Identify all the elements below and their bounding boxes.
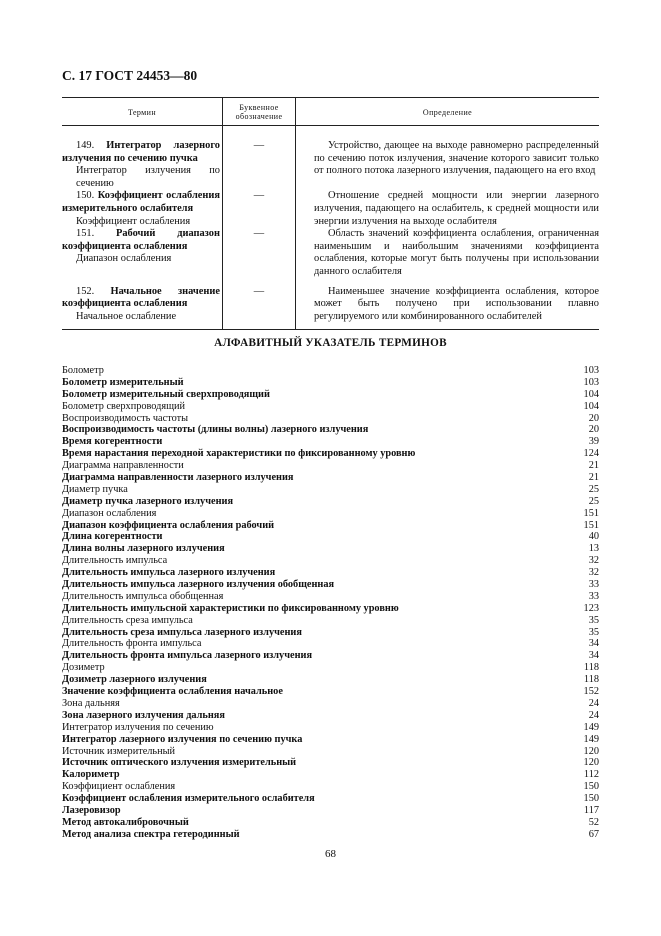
term-heading (62, 140, 220, 165)
table-row (62, 190, 599, 228)
term-name: Начальное значение коэффициента ослабления (62, 285, 220, 310)
term-synonym: Интегратор излучения по сечению (76, 165, 220, 189)
terms-table (62, 97, 599, 330)
index-entry (62, 757, 599, 769)
symbol-cell: — (223, 190, 296, 228)
index-page-ref: 103 (583, 365, 599, 376)
index-term: Источник оптического излучения измерительный (62, 757, 297, 769)
index-term: Длительность импульса (62, 555, 168, 567)
index-entry (62, 829, 599, 841)
definition-cell (296, 126, 600, 191)
index-entry (62, 460, 599, 472)
index-term: Интегратор излучения по сечению (62, 721, 214, 733)
index-term: Источник измерительный (62, 745, 176, 757)
index-term: Диапазон ослабления (62, 507, 157, 519)
index-entry (62, 555, 599, 567)
index-entry (62, 710, 599, 722)
index-term: Диаграмма направленности лазерного излучения (62, 472, 294, 484)
index-page-ref: 34 (588, 638, 599, 650)
symbol-cell: — (223, 228, 296, 278)
index-entry (62, 662, 599, 674)
index-term: Лазеровизор (62, 804, 121, 816)
index-entry (62, 746, 599, 758)
index-page-ref: 34 (588, 650, 599, 662)
index-entry (62, 424, 599, 436)
index-entry (62, 650, 599, 662)
index-entry (62, 436, 599, 448)
index-entry (62, 543, 599, 555)
term-number: 151. (76, 228, 95, 240)
index-entry (62, 484, 599, 496)
index-page-ref: 32 (588, 555, 599, 567)
index-page-ref: 117 (583, 804, 599, 816)
index-term: Диапазон коэффициента ослабления рабочий (62, 519, 275, 531)
definition-text: Отношение средней мощности или энергии лазерного излучения, падающего на ослабитель, к средней мощности или энергии излучения на выходе ослабителя (314, 190, 599, 227)
definition-text: Устройство, дающее на выходе равномерно распределенный по сечению поток излучения, значение которого зависит только от полного потока лазерного излучения, падающего на его вход (314, 140, 599, 177)
index-term: Время нарастания переходной характеристики по фиксированному уровню (62, 448, 416, 460)
index-entry (62, 531, 599, 543)
term-cell (62, 228, 223, 278)
index-term: Болометр измерительный сверхпроводящий (62, 388, 270, 400)
index-term: Диаграмма направленности (62, 460, 184, 472)
term-synonym: Коэффициент ослабления (76, 215, 191, 227)
index-page-ref: 112 (583, 769, 599, 781)
symbol-cell: — (223, 279, 296, 330)
definition-cell (296, 190, 600, 228)
index-term: Диаметр пучка (62, 483, 128, 495)
page-number: 68 (325, 848, 336, 860)
index-page-ref: 21 (588, 472, 599, 484)
index-page-ref: 39 (588, 436, 599, 448)
index-entry (62, 401, 599, 413)
index-term: Зона лазерного излучения дальняя (62, 709, 225, 721)
index-term: Зона дальняя (62, 697, 120, 709)
index-list (62, 365, 599, 841)
index-entry (62, 389, 599, 401)
index-page-ref: 149 (583, 721, 599, 733)
term-synonym: Диапазон ослабления (76, 253, 172, 265)
index-term: Длительность импульса обобщенная (62, 590, 224, 602)
index-term: Метод анализа спектра гетеродинный (62, 828, 240, 840)
index-entry (62, 520, 599, 532)
term-name: Интегратор лазерного излучения по сечению пучка (62, 140, 220, 164)
index-entry (62, 686, 599, 698)
term-heading (62, 286, 220, 311)
index-page-ref: 20 (588, 412, 599, 424)
index-entry (62, 413, 599, 425)
index-term: Интегратор лазерного излучения по сечению пучка (62, 733, 303, 745)
index-entry (62, 472, 599, 484)
index-page-ref: 24 (588, 709, 599, 721)
index-page-ref: 25 (588, 483, 599, 495)
index-entry (62, 734, 599, 746)
index-entry (62, 698, 599, 710)
index-term: Калориметр (62, 769, 120, 781)
index-entry (62, 615, 599, 627)
index-entry (62, 638, 599, 650)
index-term: Дозиметр лазерного излучения (62, 674, 207, 686)
term-number: 149. (76, 140, 95, 151)
definition-cell (296, 279, 600, 330)
index-page-ref: 25 (588, 495, 599, 507)
table-row (62, 126, 599, 191)
index-entry (62, 567, 599, 579)
index-page-ref: 33 (588, 579, 599, 591)
index-page-ref: 52 (588, 816, 599, 828)
index-page-ref: 150 (583, 793, 599, 805)
term-cell (62, 279, 223, 330)
index-page-ref: 118 (583, 674, 599, 686)
index-page-ref: 149 (583, 733, 599, 745)
index-entry (62, 603, 599, 615)
index-entry (62, 508, 599, 520)
index-page-ref: 21 (588, 460, 599, 472)
index-term: Болометр сверхпроводящий (62, 400, 186, 412)
index-entry (62, 448, 599, 460)
symbol-cell: — (223, 126, 296, 191)
index-page-ref: 32 (588, 567, 599, 579)
column-header-symbol: Буквенное обозначение (223, 98, 296, 126)
index-term: Длительность среза импульса (62, 614, 193, 626)
index-entry (62, 817, 599, 829)
index-entry (62, 591, 599, 603)
index-term: Метод автокалибровочный (62, 816, 189, 828)
index-title: АЛФАВИТНЫЙ УКАЗАТЕЛЬ ТЕРМИНОВ (214, 337, 447, 349)
index-entry (62, 781, 599, 793)
index-page-ref: 104 (583, 388, 599, 400)
index-page-ref: 120 (583, 757, 599, 769)
index-term: Болометр (62, 365, 104, 376)
table-header-row (62, 98, 599, 126)
index-entry (62, 722, 599, 734)
index-page-ref: 103 (583, 376, 599, 388)
index-term: Длительность импульса лазерного излучения (62, 567, 276, 579)
term-number: 152. (76, 285, 95, 297)
index-page-ref: 33 (588, 590, 599, 602)
index-term: Диаметр пучка лазерного излучения (62, 495, 234, 507)
index-term: Длина волны лазерного излучения (62, 543, 225, 555)
term-name: Рабочий диапазон коэффициента ослабления (62, 228, 220, 252)
index-page-ref: 150 (583, 781, 599, 793)
column-header-term: Термин (62, 98, 223, 126)
index-term: Значение коэффициента ослабления начальное (62, 686, 283, 698)
index-entry (62, 627, 599, 639)
index-page-ref: 35 (588, 626, 599, 638)
table-row (62, 279, 599, 330)
index-page-ref: 124 (583, 448, 599, 460)
index-page-ref: 151 (583, 507, 599, 519)
definition-text: Наименьшее значение коэффициента ослабления, которое может быть получено при использовании плавно регулируемого или комбинированного ослабителей (314, 285, 599, 322)
index-term: Длительность импульсной характеристики по фиксированному уровню (62, 602, 399, 614)
index-entry (62, 496, 599, 508)
index-page-ref: 40 (588, 531, 599, 543)
definition-cell (296, 228, 600, 278)
page-header: С. 17 ГОСТ 24453—80 (62, 68, 198, 83)
index-term: Длительность фронта импульса (62, 638, 202, 650)
table-row (62, 228, 599, 278)
index-entry (62, 365, 599, 377)
index-term: Длительность фронта импульса лазерного излучения (62, 650, 313, 662)
term-name: Коэффициент ослабления измерительного ослабителя (62, 190, 220, 214)
index-page-ref: 123 (583, 602, 599, 614)
index-entry (62, 674, 599, 686)
definition-text: Область значений коэффициента ослабления, ограниченная наименьшим и наибольшим значениями коэффициента ослабления, которые могут быть получены при использовании данного ослабителя (314, 228, 599, 277)
index-term: Дозиметр (62, 662, 105, 674)
index-term: Болометр измерительный (62, 376, 184, 388)
index-entry (62, 793, 599, 805)
term-synonym: Начальное ослабление (76, 310, 177, 322)
index-page-ref: 104 (583, 400, 599, 412)
index-page-ref: 13 (588, 543, 599, 555)
index-page-ref: 67 (588, 828, 599, 840)
index-term: Воспроизводимость частоты (длины волны) лазерного излучения (62, 424, 369, 436)
index-entry (62, 805, 599, 817)
index-page-ref: 24 (588, 697, 599, 709)
term-number: 150. (76, 190, 95, 202)
term-heading (62, 190, 220, 215)
index-entry (62, 769, 599, 781)
index-term: Время когерентности (62, 436, 163, 448)
index-term: Коэффициент ослабления измерительного ослабителя (62, 793, 315, 805)
index-term: Длительность среза импульса лазерного излучения (62, 626, 302, 638)
index-page-ref: 151 (583, 519, 599, 531)
index-page-ref: 20 (588, 424, 599, 436)
index-page-ref: 120 (583, 745, 599, 757)
index-term: Длительность импульса лазерного излучения обобщенная (62, 579, 335, 591)
column-header-definition: Определение (296, 98, 600, 126)
term-cell (62, 190, 223, 228)
index-term: Коэффициент ослабления (62, 781, 176, 793)
index-entry (62, 579, 599, 591)
index-term: Длина когерентности (62, 531, 163, 543)
term-heading (62, 228, 220, 253)
index-page-ref: 35 (588, 614, 599, 626)
term-cell (62, 126, 223, 191)
index-term: Воспроизводимость частоты (62, 412, 188, 424)
index-entry (62, 377, 599, 389)
index-page-ref: 118 (583, 662, 599, 674)
index-page-ref: 152 (583, 686, 599, 698)
